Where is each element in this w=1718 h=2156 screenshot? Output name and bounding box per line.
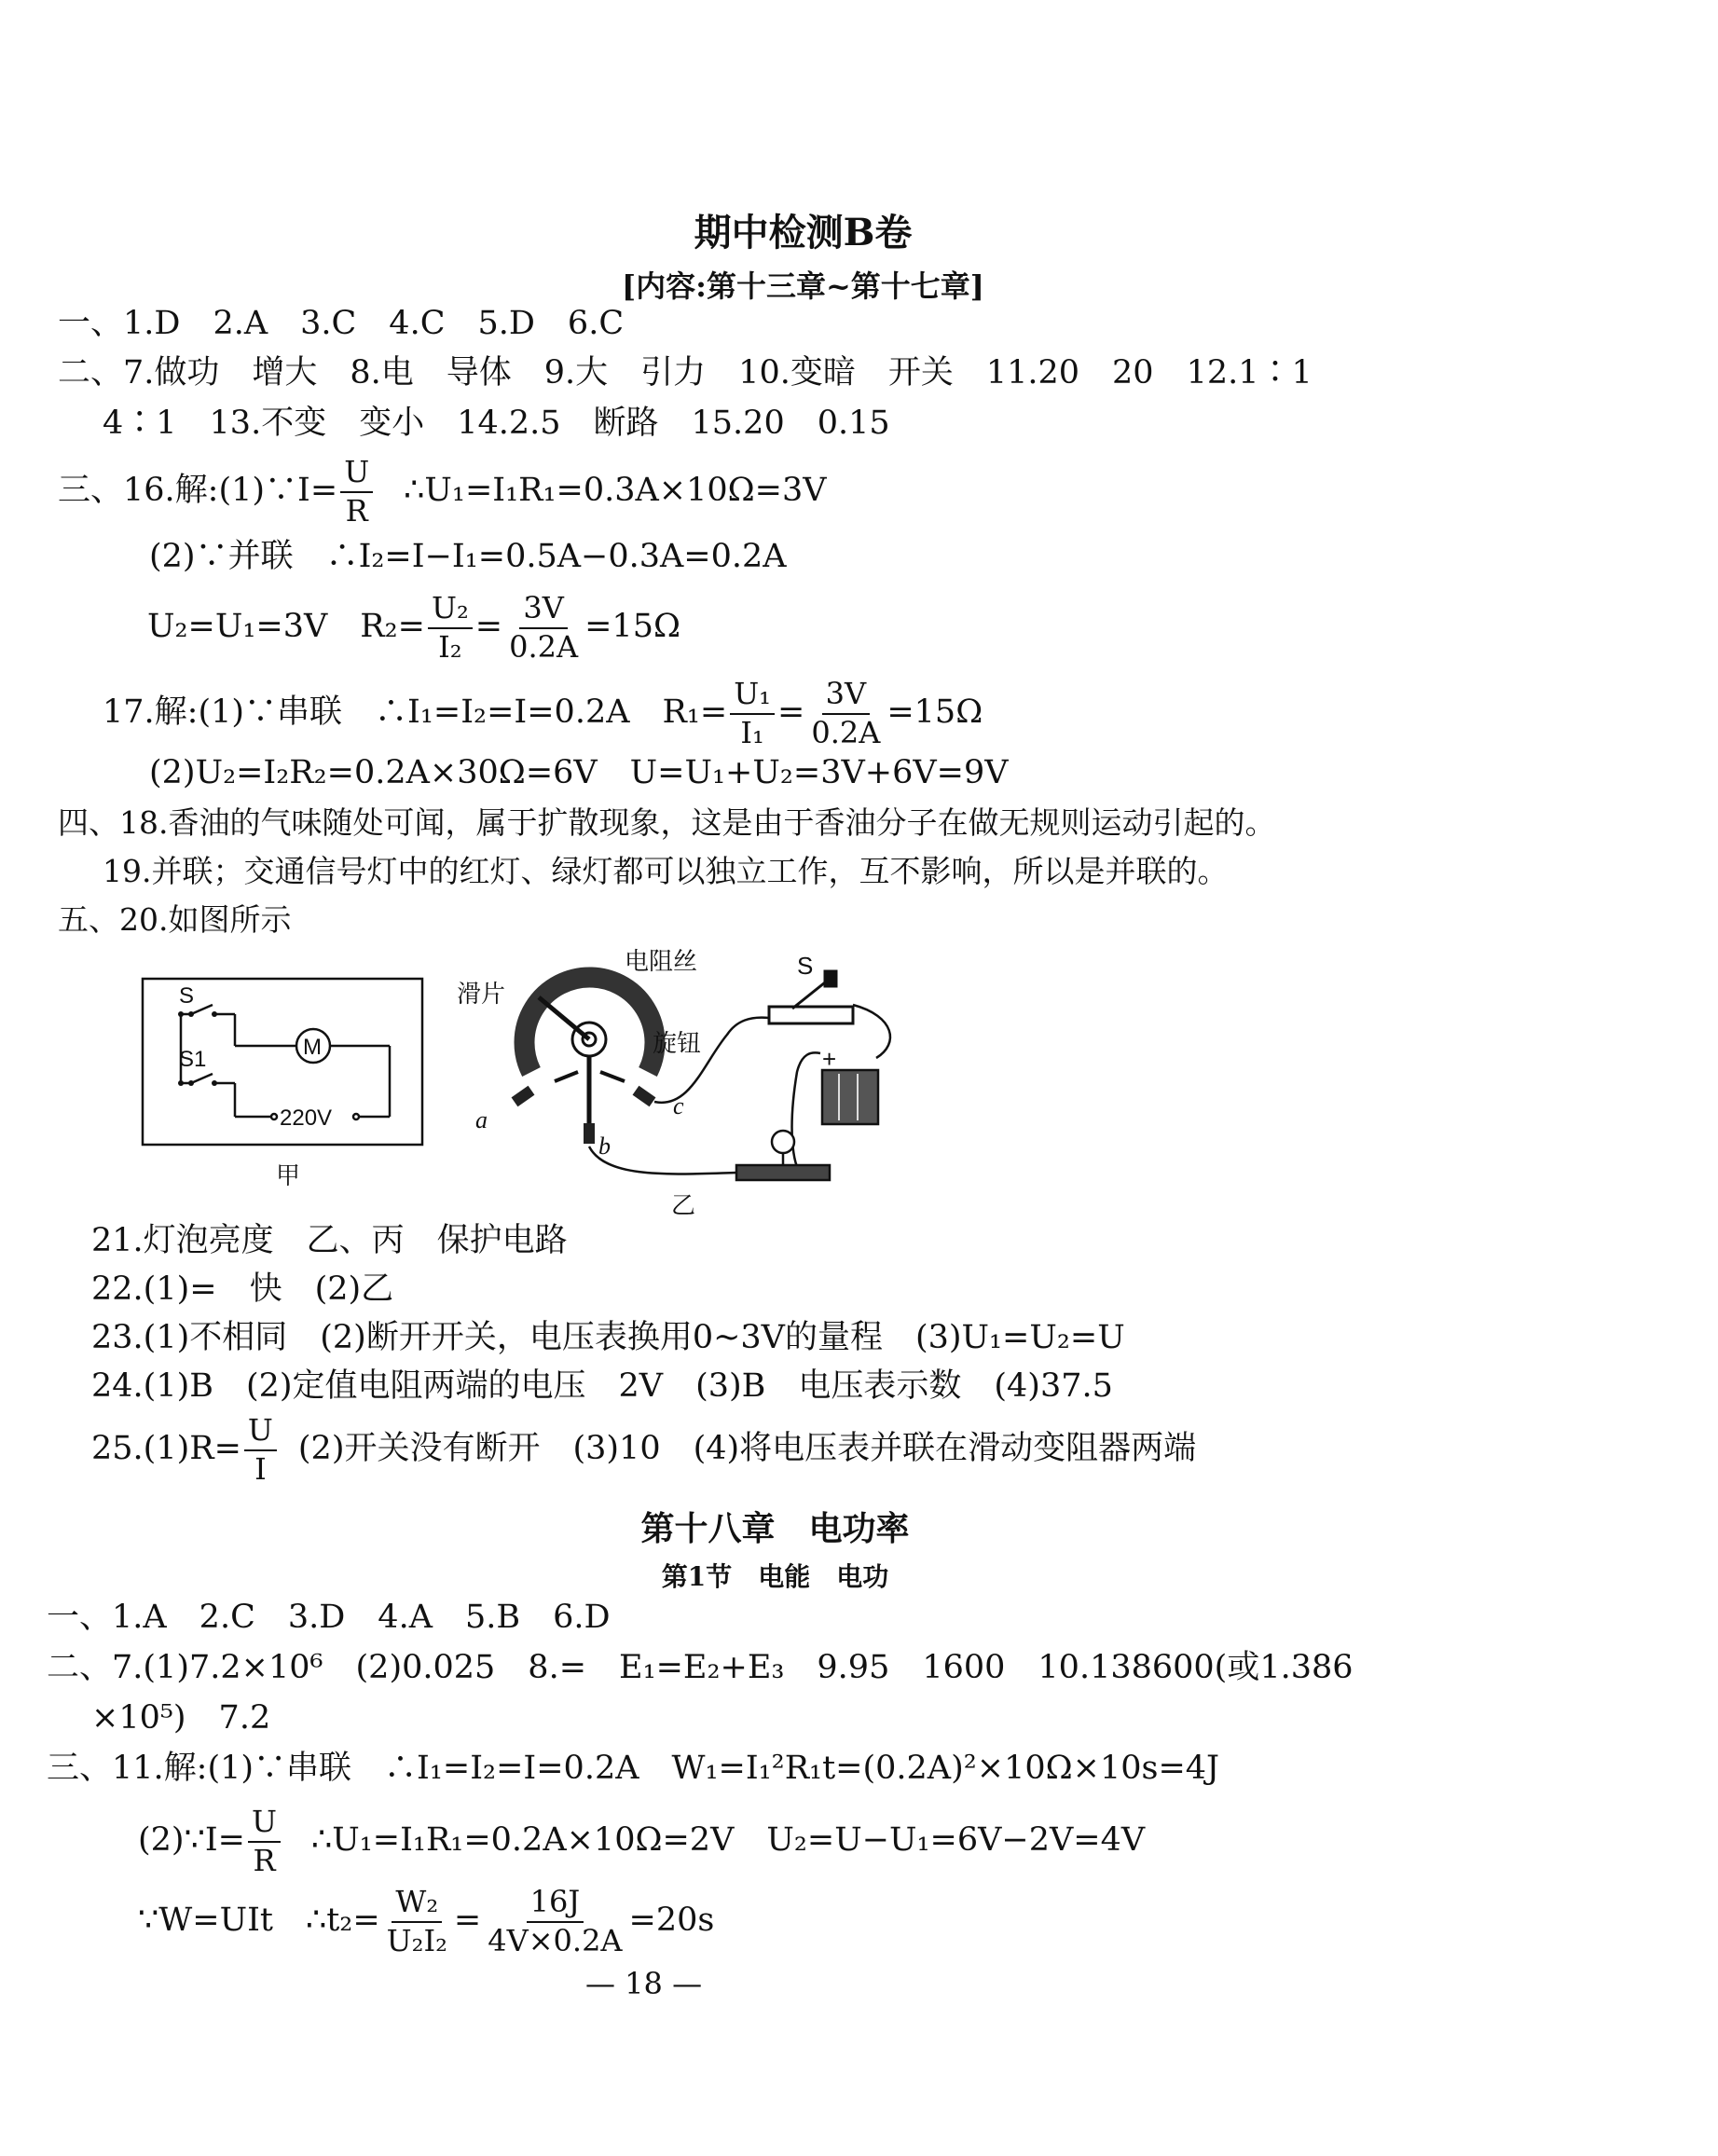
q19: 19.并联；交通信号灯中的红灯、绿灯都可以独立工作，互不影响，所以是并联的。 xyxy=(103,853,1229,889)
jia-figure-label: 甲 xyxy=(276,1162,301,1190)
q16-fraction-1: $\frac{\text{U₂}}{\text{I₂}}$ xyxy=(428,593,473,663)
midterm-part2-line1: 二、7.做功 增大 8.电 导体 9.大 引力 10.变暗 开关 11.20 20 12.1∶1 xyxy=(58,354,1313,391)
q25: 25.(1)R= $\frac{U}{I}$ (2)开关没有断开 (3)10 (4)将电压表并联在滑动变阻器两端 xyxy=(91,1412,1197,1487)
q22: 22.(1)= 快 (2)乙 xyxy=(91,1270,394,1308)
yi-label-wire: 电阻丝 xyxy=(625,948,698,976)
midterm-title: 期中检测B卷 xyxy=(694,211,913,254)
q11-fraction: $\frac{U}{R}$ xyxy=(248,1806,281,1876)
ch18-part2-line2: ×10⁵) 7.2 xyxy=(91,1699,271,1737)
q21: 21.灯泡亮度 乙、丙 保护电路 xyxy=(91,1222,568,1259)
ch18-q11-line3: ∵W=UIt ∴t₂= $\frac{\text{W₂}}{\text{U₂I₂}}$ = $\frac{16J}{4V\times 0.2A}$ =20s xyxy=(138,1884,715,1958)
midterm-subtitle: [内容:第十三章~第十七章] xyxy=(622,268,984,304)
midterm-part2-line2: 4∶1 13.不变 变小 14.2.5 断路 15.20 0.15 xyxy=(103,405,890,442)
jia-label-s1: S1 xyxy=(179,1047,207,1072)
chapter18-section: 第1节 电能 电功 xyxy=(661,1561,889,1592)
yi-figure-label: 乙 xyxy=(671,1192,696,1220)
page-number: — 18 — xyxy=(585,1966,703,2001)
yi-label-plus: + xyxy=(822,1045,837,1073)
yi-label-knob: 旋钮 xyxy=(653,1030,702,1058)
q17-fraction-1: $\frac{\text{U₁}}{\text{I₁}}$ xyxy=(730,679,775,748)
q16-result: ∴U₁=I₁R₁=0.3A×10Ω=3V xyxy=(404,472,827,510)
q17-line1: 17.解:(1)∵串联 ∴I₁=I₂=I=0.2A R₁= $\frac{\text{U₁}}{\text{I₁}}$ = $\frac{3V}{0.2A}$ =15Ω xyxy=(103,676,983,750)
circuit-diagram-jia xyxy=(140,969,438,1193)
ch18-q11-line2: (2)∵I= $\frac{U}{R}$ ∴U₁=I₁R₁=0.2A×10Ω=2V U₂=U−U₁=6V−2V=4V xyxy=(138,1804,1146,1878)
q16-line2: (2)∵并联 ∴I₂=I−I₁=0.5A−0.3A=0.2A xyxy=(149,538,787,575)
q16-prefix: 三、16.解:(1)∵I= xyxy=(58,472,338,510)
yi-label-c: c xyxy=(673,1092,684,1119)
q11-fraction-1: $\frac{\text{W₂}}{\text{U₂I₂}}$ xyxy=(386,1884,447,1958)
q16-line3: U₂=U₁=3V R₂= $\frac{\text{U₂}}{\text{I₂}}$ = $\frac{3V}{0.2A}$ =15Ω xyxy=(147,590,680,665)
yi-label-b: b xyxy=(598,1133,611,1160)
yi-label-a: a xyxy=(475,1106,488,1133)
chapter18-title: 第十八章 电功率 xyxy=(640,1509,910,1548)
ch18-part1: 一、1.A 2.C 3.D 4.A 5.B 6.D xyxy=(47,1599,611,1636)
ch18-part2-line1: 二、7.(1)7.2×10⁶ (2)0.025 8.= E₁=E₂+E₃ 9.95 1600 10.138600(或1.386 xyxy=(47,1649,1354,1686)
q17-line2: (2)U₂=I₂R₂=0.2A×30Ω=6V U=U₁+U₂=3V+6V=9V xyxy=(149,754,1009,791)
jia-voltage-label: 220V xyxy=(280,1105,333,1131)
q18: 四、18.香油的气味随处可闻，属于扩散现象，这是由于香油分子在做无规则运动引起的。 xyxy=(58,804,1276,841)
q16-line1 xyxy=(58,454,827,529)
yi-label-switch: S xyxy=(797,952,814,980)
q20: 五、20.如图所示 xyxy=(58,901,292,938)
q11-fraction-2: $\frac{16J}{4V\times 0.2A}$ xyxy=(488,1884,623,1958)
midterm-part1: 一、1.D 2.A 3.C 4.C 5.D 6.C xyxy=(58,305,625,342)
q16-fraction-2: $\frac{3V}{0.2A}$ xyxy=(509,590,579,665)
jia-label-s: S xyxy=(179,983,195,1009)
q25-fraction: $\frac{U}{I}$ xyxy=(244,1415,277,1485)
q16-fraction: $\frac{U}{R}$ xyxy=(340,457,373,527)
yi-label-slider: 滑片 xyxy=(457,981,506,1009)
q23: 23.(1)不相同 (2)断开开关，电压表换用0~3V的量程 (3)U₁=U₂=U xyxy=(91,1319,1125,1356)
ch18-q11-line1: 三、11.解:(1)∵串联 ∴I₁=I₂=I=0.2A W₁=I₁²R₁t=(0.2A)²×10Ω×10s=4J xyxy=(47,1750,1220,1787)
jia-motor-label: M xyxy=(303,1035,322,1060)
q17-fraction-2: $\frac{3V}{0.2A}$ xyxy=(811,676,881,750)
q24: 24.(1)B (2)定值电阻两端的电压 2V (3)B 电压表示数 (4)37.5 xyxy=(91,1367,1113,1405)
circuit-diagram-yi xyxy=(457,941,923,1221)
